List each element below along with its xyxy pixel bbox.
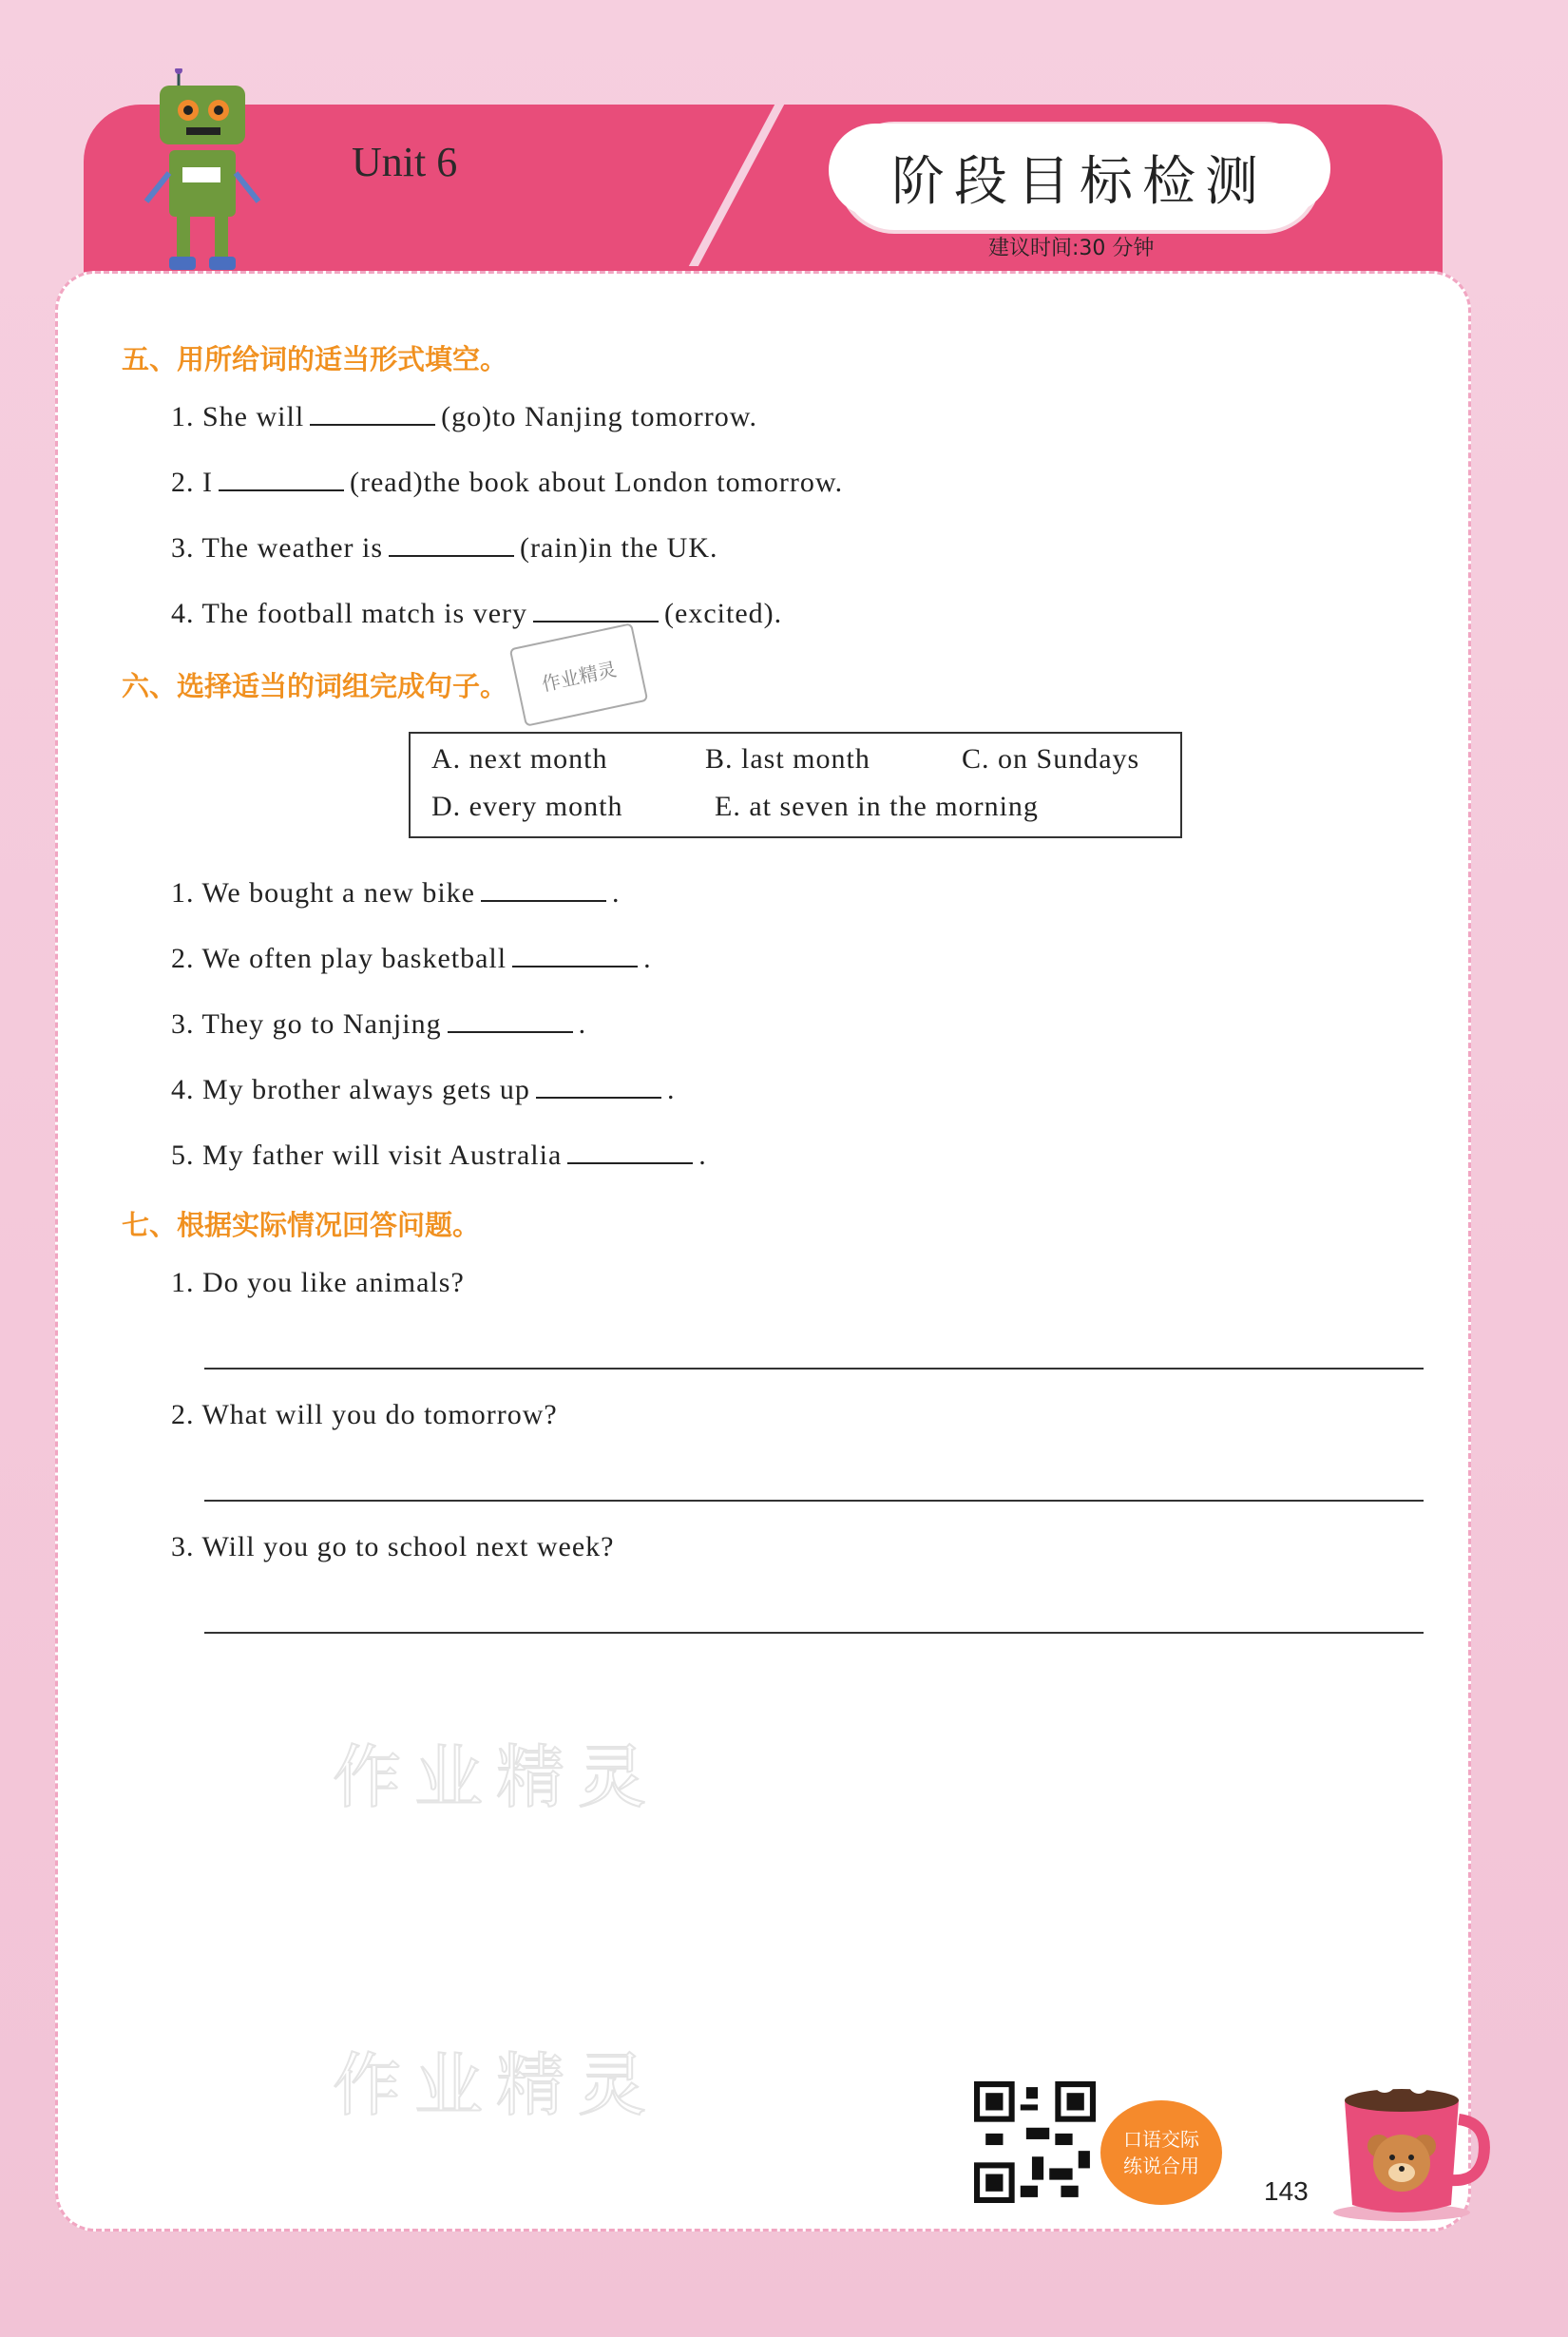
s5-question-2: 2. I (read)the book about London tomorrow. <box>171 467 844 498</box>
page-title: 阶段目标检测 <box>842 125 1317 230</box>
speaking-practice-bubble[interactable] <box>1100 2100 1222 2205</box>
s5-question-1: 1. She will (go)to Nanjing tomorrow. <box>171 401 758 432</box>
answer-blank[interactable] <box>536 1072 661 1099</box>
option-b: B. last month <box>705 743 870 775</box>
section-7-title: 七、根据实际情况回答问题。 <box>122 1209 481 1241</box>
watermark: 作业精灵 <box>333 2045 660 2125</box>
section-6-title: 六、选择适当的词组完成句子。 <box>122 670 508 702</box>
s6-question-2: 2. We often play basketball . <box>171 943 652 974</box>
s6-question-1: 1. We bought a new bike . <box>171 877 621 909</box>
bubble-text-2: 练说合用 <box>1123 2155 1199 2177</box>
answer-blank[interactable] <box>481 875 606 902</box>
option-c: C. on Sundays <box>962 743 1140 775</box>
word-bank-box <box>409 732 1182 838</box>
s7-question-2: 2. What will you do tomorrow? <box>171 1399 558 1430</box>
option-e: E. at seven in the morning <box>715 791 1039 822</box>
robot-mascot-icon <box>141 68 264 273</box>
bubble-text-1: 口语交际 <box>1123 2128 1199 2151</box>
answer-blank[interactable] <box>389 530 514 557</box>
s6-question-4: 4. My brother always gets up . <box>171 1074 676 1105</box>
answer-line[interactable] <box>204 1632 1424 1634</box>
answer-line[interactable] <box>204 1500 1424 1502</box>
answer-blank[interactable] <box>448 1006 573 1033</box>
unit-title: Unit 6 <box>352 139 458 185</box>
page-number: 143 <box>1264 2176 1309 2206</box>
section-5-title: 五、用所给词的适当形式填空。 <box>122 343 508 375</box>
option-a: A. next month <box>431 743 608 775</box>
watermark: 作业精灵 <box>333 1737 660 1817</box>
answer-line[interactable] <box>204 1368 1424 1370</box>
s5-question-3: 3. The weather is (rain)in the UK. <box>171 532 718 564</box>
answer-blank[interactable] <box>533 596 659 623</box>
answer-blank[interactable] <box>512 941 638 967</box>
s6-question-3: 3. They go to Nanjing . <box>171 1008 587 1040</box>
bear-mug-icon <box>1326 2053 1497 2224</box>
s7-question-3: 3. Will you go to school next week? <box>171 1531 615 1562</box>
answer-blank[interactable] <box>567 1138 693 1164</box>
s5-question-4: 4. The football match is very (excited). <box>171 598 783 629</box>
qr-code-icon <box>974 2081 1096 2203</box>
stamp-seal: 作业精灵 <box>509 623 649 727</box>
content-card <box>55 271 1471 2232</box>
s6-question-5: 5. My father will visit Australia . <box>171 1140 707 1171</box>
suggested-time: 建议时间:30 分钟 <box>988 237 1155 260</box>
answer-blank[interactable] <box>219 465 344 491</box>
s7-question-1: 1. Do you like animals? <box>171 1267 465 1298</box>
option-d: D. every month <box>431 791 623 822</box>
answer-blank[interactable] <box>310 399 435 426</box>
